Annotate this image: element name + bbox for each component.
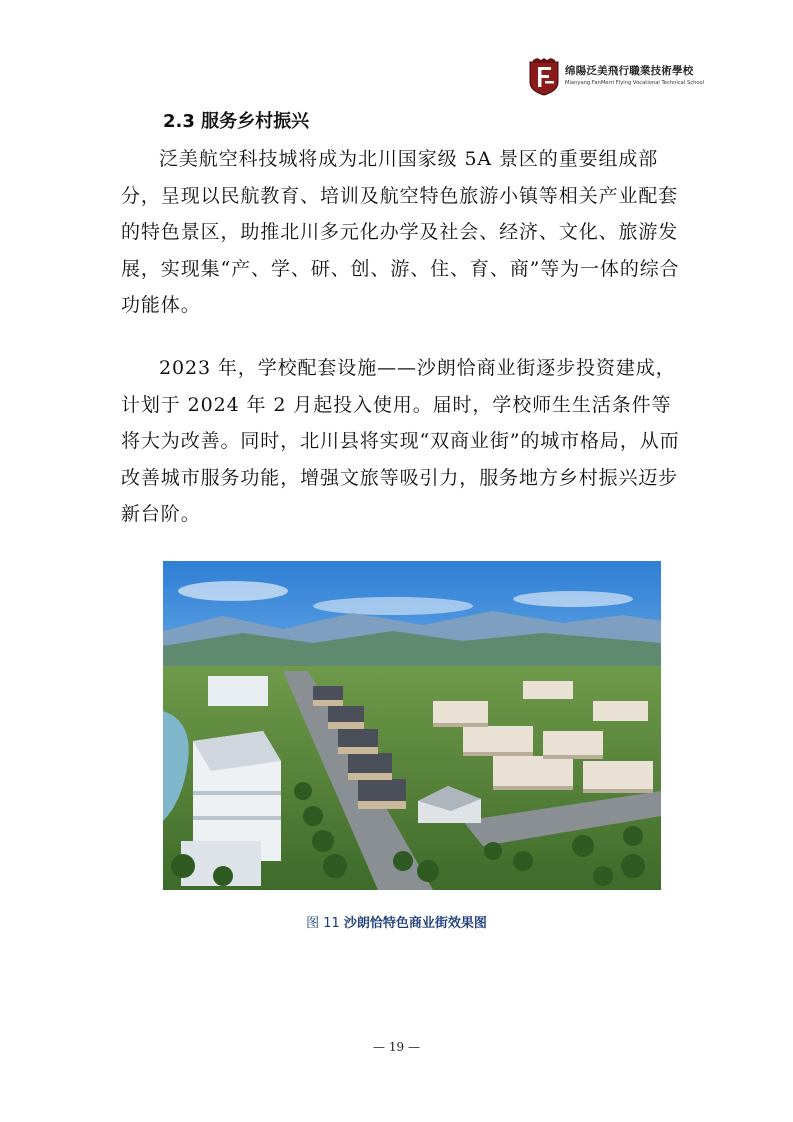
school-crest-icon (527, 58, 561, 96)
figure-caption (0, 912, 793, 931)
section-heading: 2.3 服务乡村振兴 (163, 111, 310, 132)
figure-caption-title: 沙朗恰特色商业街效果图 (343, 916, 487, 931)
school-name-english: Mianyang FanMerri Flying Vocational Technical School (565, 80, 705, 86)
paragraph-aviation-city: 泛美航空科技城将成为北川国家级 5A 景区的重要组成部分，呈现以民航教育、培训及航空特色旅游小镇等相关产业配套的特色景区，助推北川多元化办学及社会、经济、文化、旅游发展，实现集“产、学、研、创、游、住、育、商”等为一体的综合功能体。 (121, 148, 680, 316)
commercial-street-rendering (163, 561, 661, 890)
figure-caption-number: 图 11 (306, 916, 340, 931)
paragraph-commercial-street: 2023 年，学校配套设施——沙朗恰商业街逐步投资建成，计划于 2024 年 2 月起投入使用。届时，学校师生生活条件等将大为改善。同时，北川县将实现“双商业街”的城市格局，从而改善城市服务功能，增强文旅等吸引力，服务地方乡村振兴迈步新台阶。 (121, 357, 680, 525)
page-number: — 19 — (373, 1040, 420, 1054)
school-name: 绵陽泛美飛行職業技術學校 (565, 65, 694, 77)
